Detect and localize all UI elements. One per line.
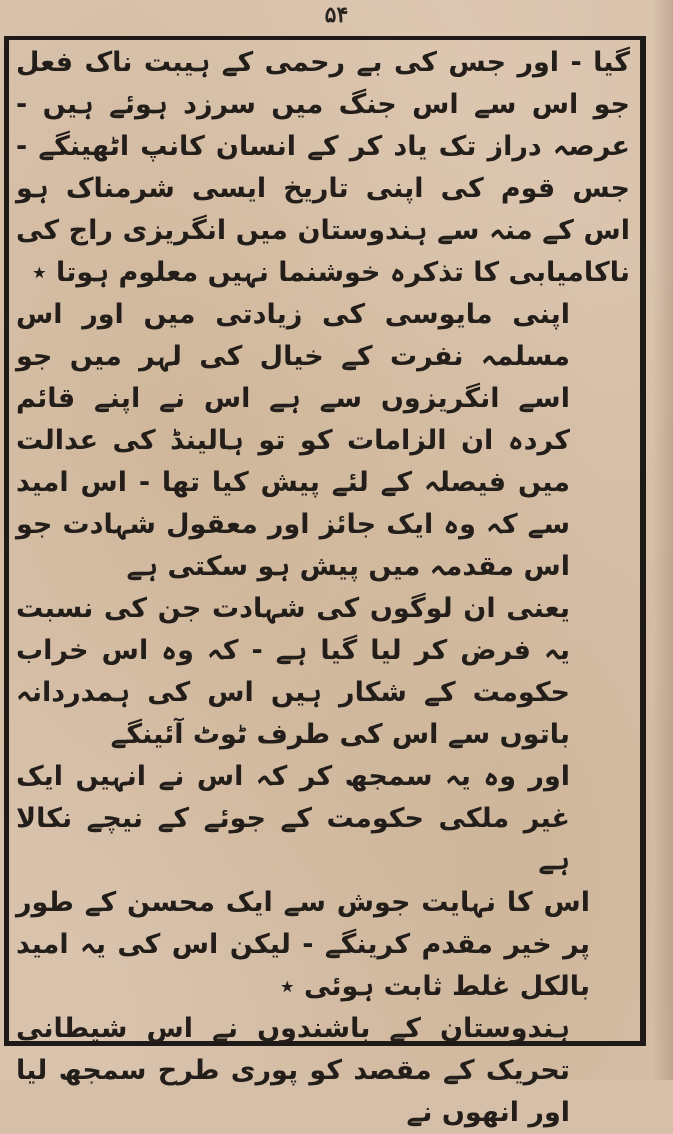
paragraph-5: اس کا نہایت جوش سے ایک محسن کے طور پر خیر مقدم کرینگے - لیکن اس کی یہ امید بالکل غلط ثابت ہوئی ٭ xyxy=(16,887,590,1002)
body-text xyxy=(16,42,630,1128)
paragraph-3: یعنی ان لوگوں کی شہادت جن کی نسبت یہ فرض کر لیا گیا ہے - کہ وہ اس خراب حکومت کے شکار ہیں اس کی ہمدردانہ باتوں سے اس کی طرف ٹوٹ آئینگے xyxy=(16,593,570,750)
page-edge-shadow xyxy=(653,0,673,1080)
paragraph-1: گیا - اور جس کی بے رحمی کے ہیبت ناک فعل جو اس سے اس جنگ میں سرزد ہوئے ہیں - عرصہ دراز تک یاد کر کے انسان کانپ اٹھینگے - جس قوم کی اپنی تاریخ ایسی شرمناک ہو اس کے منہ سے ہندوستان میں انگریزی راج کی ناکامیابی کا تذکرہ خوشنما نہیں معلوم ہوتا ٭ xyxy=(16,47,630,288)
page-number: ۵۴ xyxy=(324,2,349,28)
paragraph-6: ہندوستان کے باشندوں نے اس شیطانی تحریک کے مقصد کو پوری طرح سمجھ لیا اور انھوں نے xyxy=(16,1013,570,1128)
paragraph-4: اور وہ یہ سمجھ کر کہ اس نے انہیں ایک غیر ملکی حکومت کے جوئے کے نیچے نکالا ہے xyxy=(16,761,570,876)
paragraph-2: اپنی مایوسی کی زیادتی میں اور اس مسلمہ نفرت کے خیال کی لہر میں جو اسے انگریزوں سے ہے اس نے اپنے قائم کردہ ان الزامات کو تو ہالینڈ کی عدالت میں فیصلہ کے لئے پیش کیا تھا - اس امید سے کہ وہ ایک جائز اور معقول شہادت جو اس مقدمہ میں پیش ہو سکتی ہے xyxy=(16,299,570,582)
